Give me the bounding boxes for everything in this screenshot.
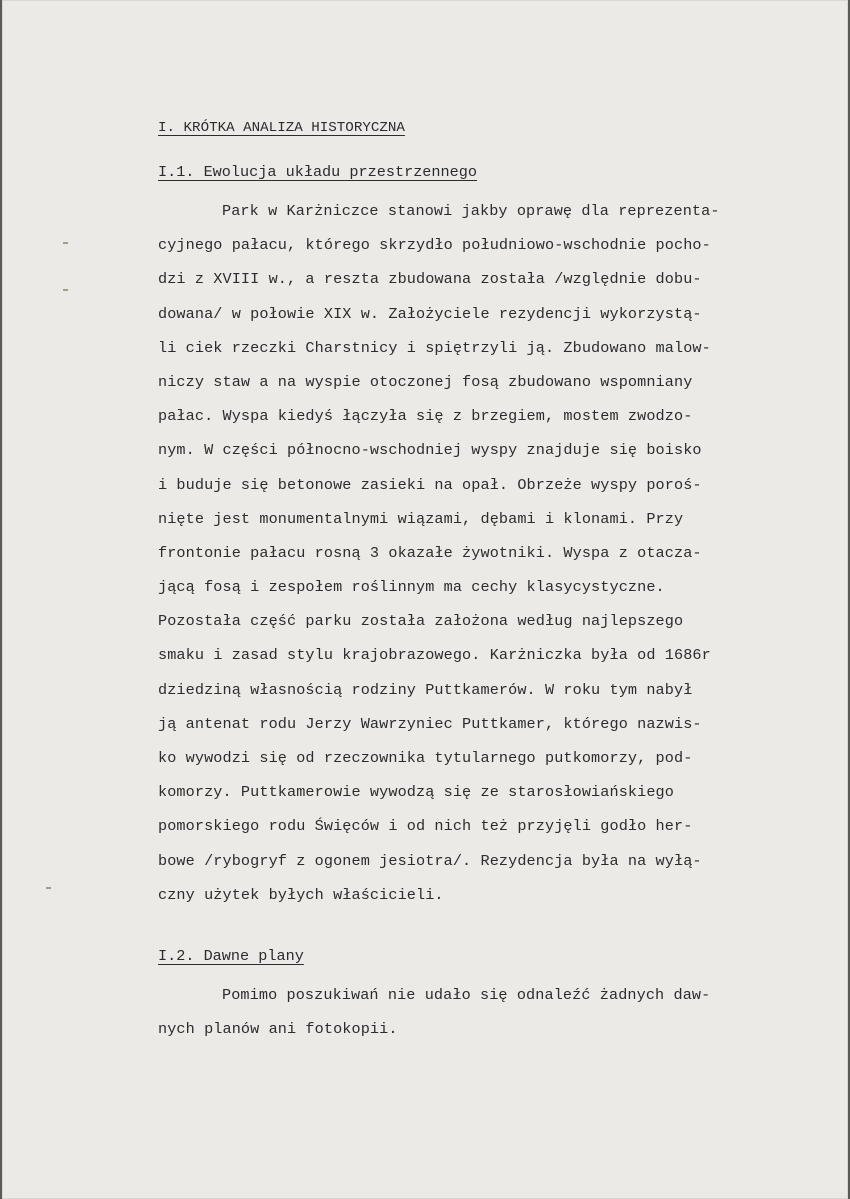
section-paragraph: [158, 194, 798, 912]
text-line: Park w Karżniczce stanowi jakby oprawę dla reprezenta-: [222, 202, 720, 220]
section-gap: [158, 912, 798, 934]
text-line: dziedziną własnością rodziny Puttkamerów. W roku tym nabył: [158, 680, 693, 699]
text-line: Pomimo poszukiwań nie udało się odnaleźć żadnych daw-: [222, 985, 711, 1004]
text-line: ko wywodzi się od rzeczownika tytularnego putkomorzy, pod-: [158, 749, 693, 767]
margin-mark: [63, 289, 68, 291]
text-line: ją antenat rodu Jerzy Wawrzyniec Puttkamer, którego nazwis-: [158, 714, 702, 733]
document-page: [2, 0, 848, 1199]
text-line: i buduje się betonowe zasieki na opał. Obrzeże wyspy poroś-: [158, 475, 702, 494]
margin-mark: [63, 242, 68, 244]
text-line: jącą fosą i zespołem roślinnym ma cechy klasycystyczne.: [158, 578, 665, 597]
text-line: pałac. Wyspa kiedyś łączyła się z brzegiem, mostem zwodzo-: [158, 407, 693, 426]
section-paragraph: [158, 978, 798, 1046]
text-line: frontonie pałacu rosną 3 okazałe żywotniki. Wyspa z otacza-: [158, 543, 702, 562]
margin-mark: [46, 887, 51, 889]
text-line: niczy staw a na wyspie otoczonej fosą zbudowano wspomniany: [158, 372, 693, 391]
text-line: li ciek rzeczki Charstnicy i spiętrzyli ją. Zbudowano malow-: [158, 338, 711, 357]
text-line: cyjnego pałacu, którego skrzydło południowo-wschodnie pocho-: [158, 236, 711, 255]
text-line: nych planów ani fotokopii.: [158, 1020, 398, 1039]
document-body: [158, 106, 798, 1046]
chapter-heading: I. KRÓTKA ANALIZA HISTORYCZNA: [158, 120, 405, 136]
text-line: nym. W części północno-wschodniej wyspy znajduje się boisko: [158, 441, 702, 460]
section-title: I.1. Ewolucja układu przestrzennego: [158, 163, 477, 181]
text-line: nięte jest monumentalnymi wiązami, dębami i klonami. Przy: [158, 509, 684, 528]
section-title: I.2. Dawne plany: [158, 946, 304, 965]
text-line: smaku i zasad stylu krajobrazowego. Karżniczka była od 1686r: [158, 646, 711, 665]
text-line: komorzy. Puttkamerowie wywodzą się ze starosłowiańskiego: [158, 783, 674, 802]
text-line: dzi z XVIII w., a reszta zbudowana została /względnie dobu-: [158, 270, 702, 289]
text-line: dowana/ w połowie XIX w. Założyciele rezydencji wykorzystą-: [158, 304, 702, 323]
text-line: bowe /rybogryf z ogonem jesiotra/. Rezydencja była na wyłą-: [158, 851, 702, 870]
text-line: Pozostała część parku została założona według najlepszego: [158, 612, 684, 631]
text-line: czny użytek byłych właścicieli.: [158, 885, 444, 904]
text-line: pomorskiego rodu Święców i od nich też przyjęli godło her-: [158, 817, 693, 836]
